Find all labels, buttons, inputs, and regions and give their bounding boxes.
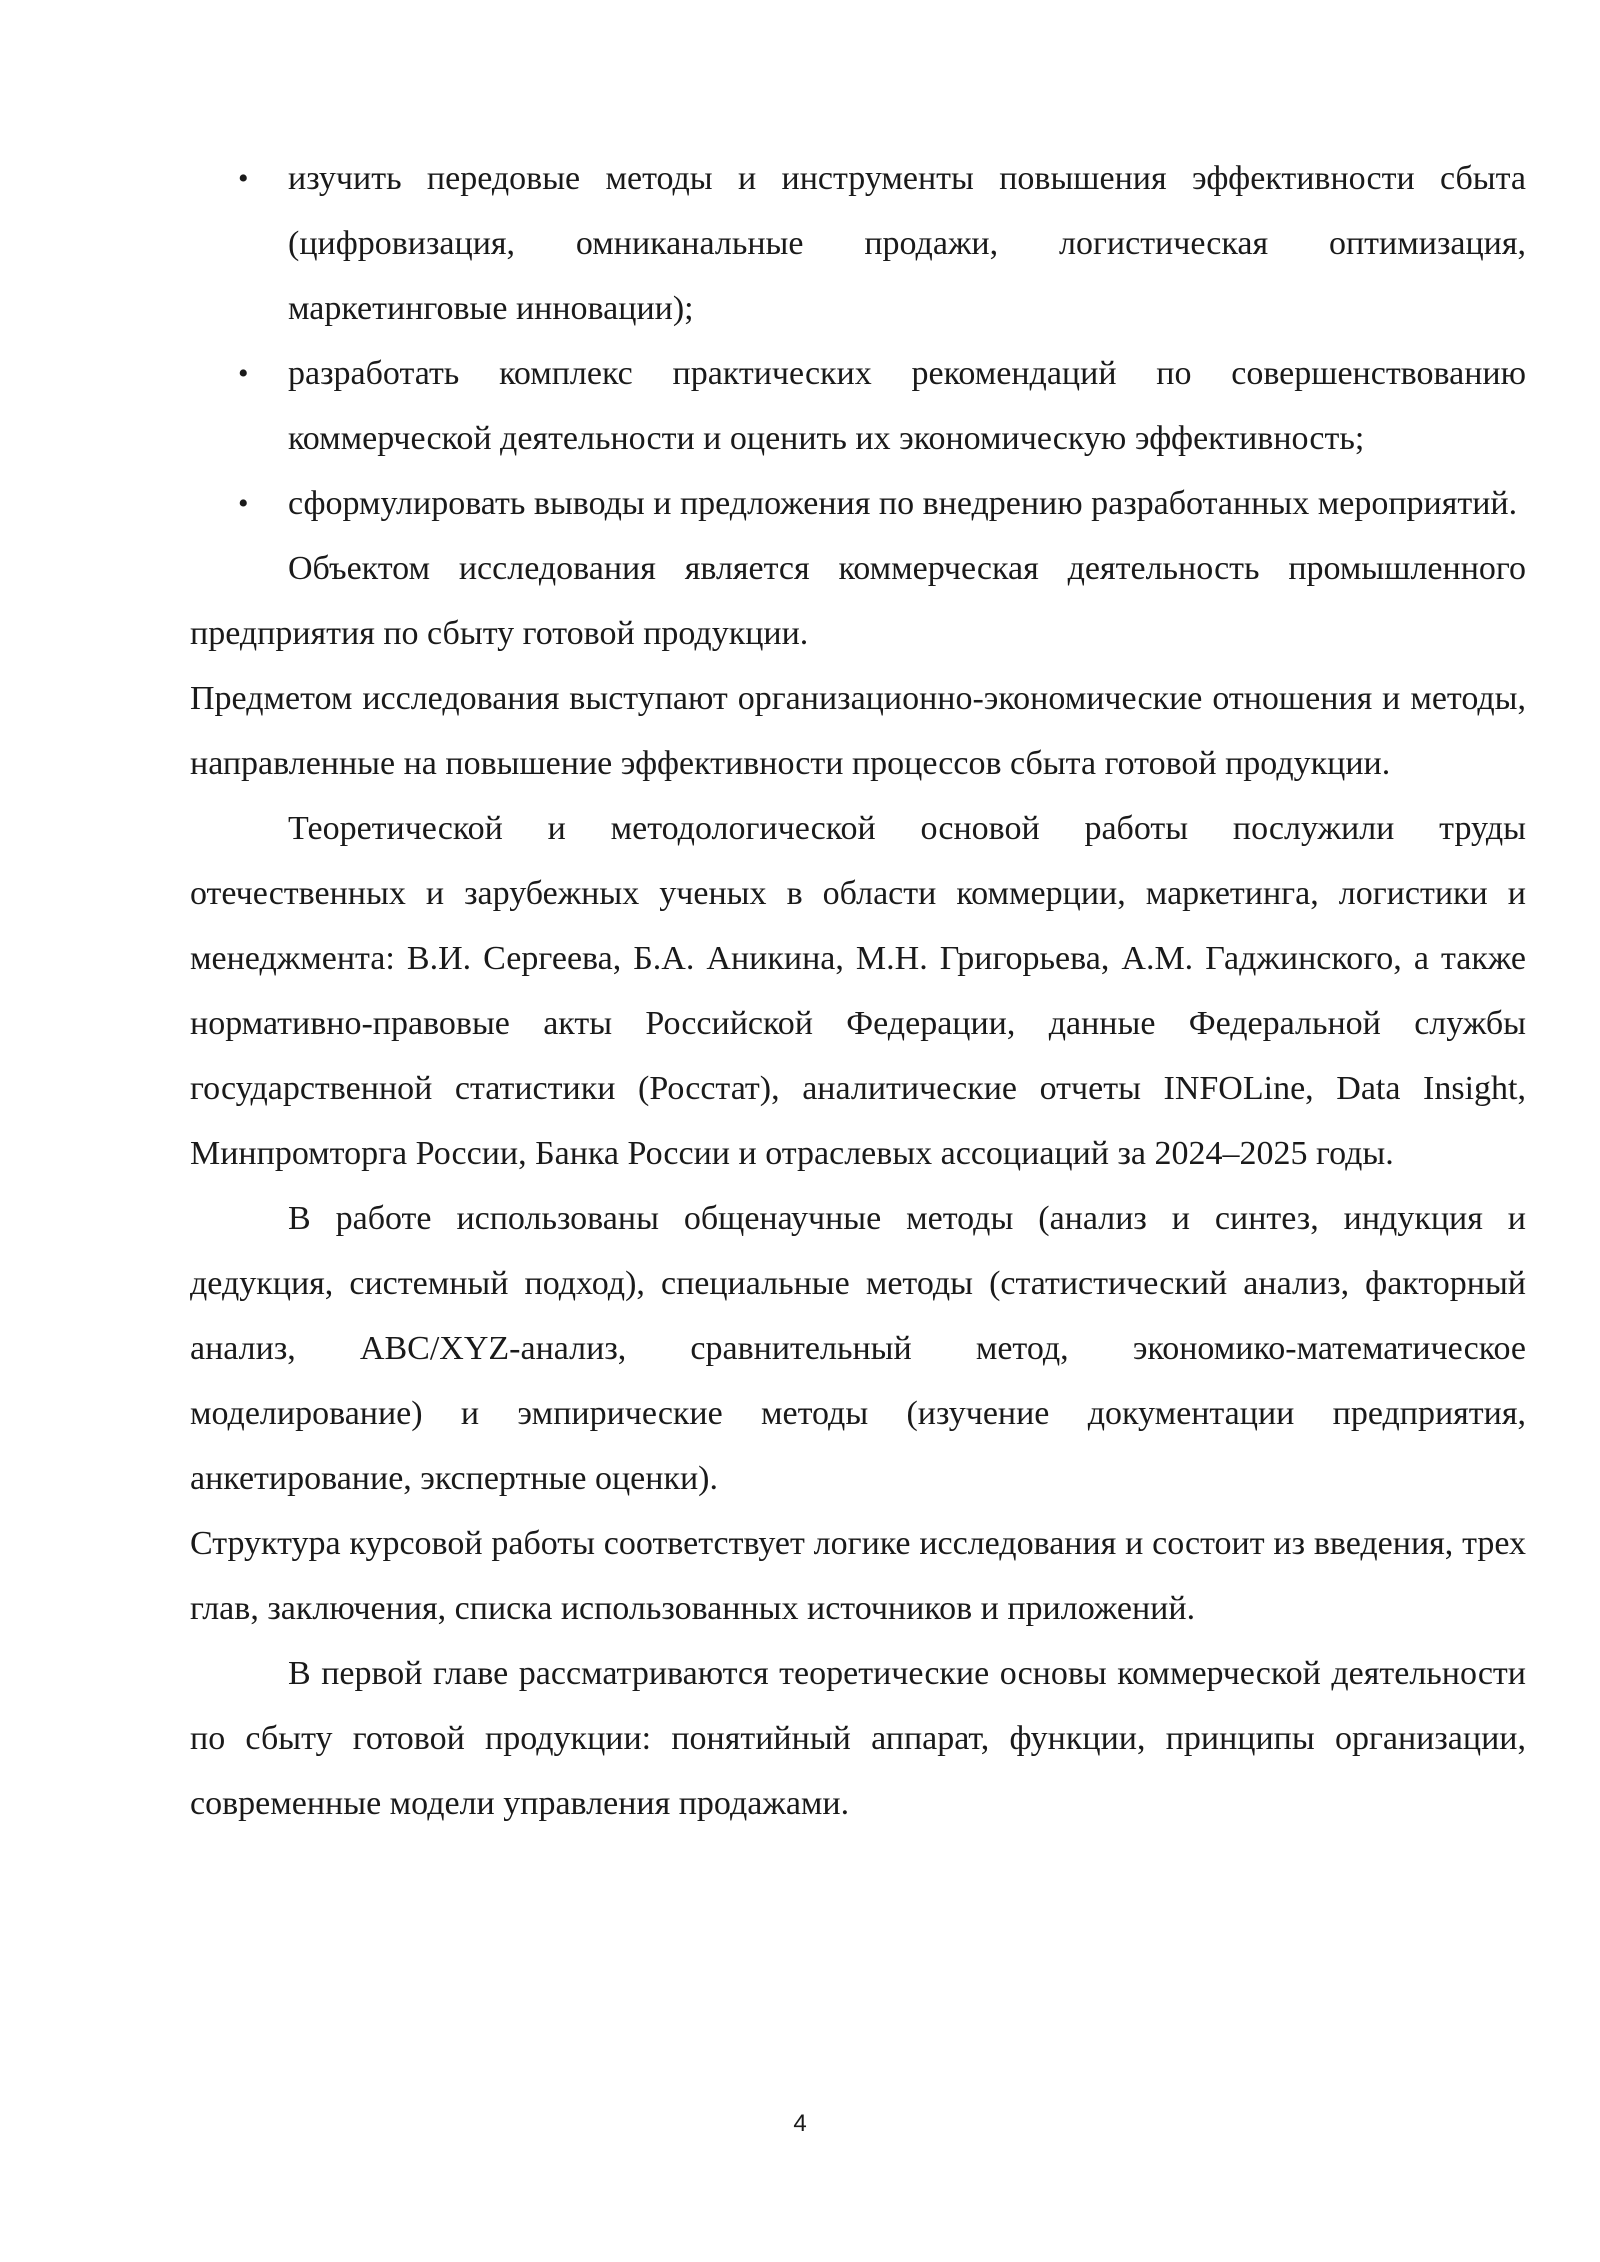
- bullet-icon: •: [238, 162, 249, 195]
- bullet-icon: •: [238, 357, 249, 390]
- list-item-text: сформулировать выводы и предложения по внедрению разработанных мероприятий.: [288, 485, 1518, 522]
- paragraph-structure: Структура курсовой работы соответствует логике исследования и состоит из введения, трех глав, заключения, списка использованных источников и приложений.: [190, 1525, 1526, 1627]
- list-item-text: изучить передовые методы и инструменты повышения эффективности сбыта (цифровизация, омниканальные продажи, логистическая оптимизация, маркетинговые инновации);: [288, 160, 1526, 327]
- paragraph-chapter-one: В первой главе рассматриваются теоретические основы коммерческой деятельности по сбыту готовой продукции: понятийный аппарат, функции, принципы организации, современные модели управления продажами.: [190, 1655, 1526, 1822]
- list-item-text: разработать комплекс практических рекомендаций по совершенствованию коммерческой деятельности и оценить их экономическую эффективность;: [288, 355, 1526, 457]
- list-item: [190, 146, 1526, 341]
- task-bullet-list: [190, 146, 1526, 536]
- bullet-icon: •: [238, 487, 249, 520]
- paragraph-subject: Предметом исследования выступают организационно-экономические отношения и методы, направленные на повышение эффективности процессов сбыта готовой продукции.: [190, 680, 1526, 782]
- list-item: [190, 471, 1526, 536]
- list-item: [190, 341, 1526, 471]
- page-number: 4: [793, 2110, 807, 2137]
- page-body: [190, 146, 1526, 1836]
- paragraph-object: Объектом исследования является коммерческая деятельность промышленного предприятия по сбыту готовой продукции.: [190, 550, 1526, 652]
- paragraph-methods: В работе использованы общенаучные методы (анализ и синтез, индукция и дедукция, системный подход), специальные методы (статистический анализ, факторный анализ, ABC/XYZ-анализ, сравнительный метод, экономико-математическое моделирование) и эмпирические методы (изучение документации предприятия, анкетирование, экспертные оценки).: [190, 1200, 1526, 1497]
- paragraph-theory: Теоретической и методологической основой работы послужили труды отечественных и зарубежных ученых в области коммерции, маркетинга, логистики и менеджмента: В.И. Сергеева, Б.А. Аникина, М.Н. Григорьева, А.М. Гаджинского, а также нормативно-правовые акты Российской Федерации, данные Федеральной службы государственной статистики (Росстат), аналитические отчеты INFOLine, Data Insight, Минпромторга России, Банка России и отраслевых ассоциаций за 2024–2025 годы.: [190, 810, 1526, 1172]
